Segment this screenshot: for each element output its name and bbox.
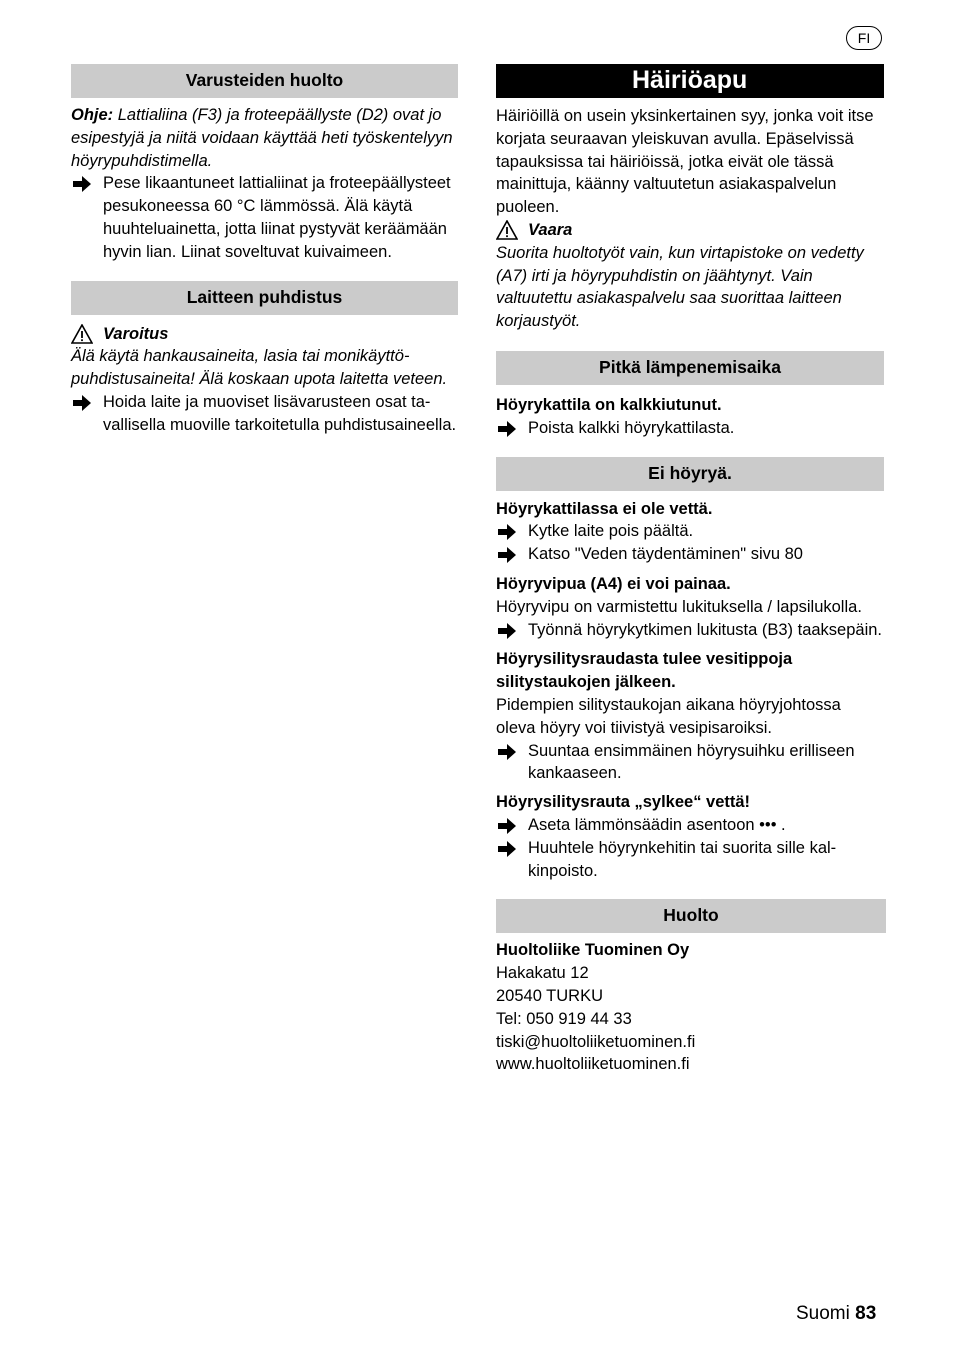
- list-item-text: Suuntaa ensimmäinen höyrysuihku erilliseen kankaaseen.: [528, 741, 855, 783]
- list-item-text: Työnnä höyrykytkimen lukitusta (B3) taaksepäin.: [528, 620, 883, 639]
- list-item: [71, 391, 458, 437]
- section-heading-no-steam: Ei höyryä.: [496, 457, 884, 491]
- arrow-right-icon: [498, 421, 516, 437]
- list-item: [496, 740, 884, 786]
- page-title: Häiriöapu: [496, 64, 884, 98]
- service-street: Hakakatu 12: [496, 964, 589, 983]
- list-item-text: Poista kalkki höyrykattilasta.: [528, 418, 735, 437]
- arrow-right-icon: [498, 524, 516, 540]
- page-number: 83: [855, 1303, 877, 1324]
- list-item-text: Katso "Veden täydentäminen" sivu 80: [528, 545, 803, 564]
- section-heading-accessory-care: Varusteiden huolto: [71, 64, 458, 98]
- service-website[interactable]: www.huoltoliiketuominen.fi: [496, 1055, 690, 1074]
- intro-paragraph: Häiriöillä on usein yksinkertainen syy, jonka voit itse korjata seuraavan yleiskuvan avulla. Epäselvissä tapauksissa tai häiriöissä, jotka eivät ole tässä mainittuja, käänny valtuutetun asiakaspalvelun puoleen.: [496, 107, 874, 217]
- warning-icon: [496, 220, 518, 240]
- list-item: [496, 543, 884, 566]
- problem-subheading: Höyrykattila on kalkkiutunut.: [496, 395, 722, 414]
- list-item-text: Hoida laite ja muoviset lisävarusteen osat tavallisella muoville tarkoitetulla puhdistusaineella.: [103, 392, 457, 434]
- problem-subheading: Höyrysilitysrauta „sylkee“ vettä!: [496, 793, 751, 812]
- problem-description: Höyryvipu on varmistettu lukituksella / lapsilukolla.: [496, 597, 862, 616]
- list-item-text: Aseta lämmönsäädin asentoon ••• .: [528, 815, 786, 834]
- section-heading-long-heatup: Pitkä lämpenemisaika: [496, 351, 884, 385]
- warning-heading: [71, 323, 458, 346]
- danger-text: Suorita huoltotyöt vain, kun virtapistoke on vedetty (A7) irti ja höyrypuhdistin on jäähtynyt. Vain valtuutettu asiakaspalvelu saa suorittaa laitteen korjaustyöt.: [496, 243, 864, 331]
- list-item-text: Kytke laite pois päältä.: [528, 522, 694, 541]
- note-text: Lattialiina (F3) ja froteepäällyste (D2) ovat jo esipestyjä ja niitä voidaan käyttää heti työskentelyyn höyrypuhdistimella.: [71, 106, 453, 170]
- language-badge: FI: [846, 26, 882, 50]
- warning-text: Älä käytä hankausaineita, lasia tai monikäyttöpuhdistusaineita! Älä koskaan upota laitetta veteen.: [71, 347, 448, 389]
- service-email[interactable]: tiski@huoltoliiketuominen.fi: [496, 1032, 696, 1051]
- list-item: [496, 520, 884, 543]
- list-item: [496, 814, 884, 837]
- section-heading-service: Huolto: [496, 899, 886, 933]
- list-item-text: Pese likaantuneet lattialiinat ja froteepäällysteet pesukoneessa 60 °C lämmössä. Älä käytä huuhteluainetta, jotta liinat pystyvät keräämään hyvin lian. Liinat soveltuvat kuivaimeen.: [103, 174, 451, 261]
- note-paragraph: [71, 104, 458, 172]
- page-footer: [796, 1302, 876, 1326]
- list-item-text: Huuhtele höyrynkehitin tai suorita sille kalkinpoisto.: [528, 838, 837, 880]
- left-column: [71, 64, 458, 437]
- danger-label: Vaara: [528, 220, 573, 239]
- warning-icon: [71, 324, 93, 344]
- problem-subheading: Höyrysilitysraudasta tulee vesitippoja silitystaukojen jälkeen.: [496, 650, 793, 692]
- problem-subheading: Höyryvipua (A4) ei voi painaa.: [496, 574, 731, 593]
- arrow-right-icon: [498, 841, 516, 857]
- arrow-right-icon: [498, 744, 516, 760]
- arrow-right-icon: [498, 547, 516, 563]
- section-heading-device-cleaning: Laitteen puhdistus: [71, 281, 458, 315]
- footer-language: Suomi: [796, 1303, 856, 1324]
- list-item: [496, 837, 884, 883]
- warning-label: Varoitus: [103, 324, 169, 343]
- service-company: Huoltoliike Tuominen Oy: [496, 941, 690, 960]
- arrow-right-icon: [73, 176, 91, 192]
- arrow-right-icon: [498, 818, 516, 834]
- problem-subheading: Höyrykattilassa ei ole vettä.: [496, 499, 713, 518]
- service-phone: Tel: 050 919 44 33: [496, 1009, 632, 1028]
- list-item: [71, 172, 458, 263]
- arrow-right-icon: [73, 395, 91, 411]
- list-item: [496, 619, 884, 642]
- service-city: 20540 TURKU: [496, 986, 604, 1005]
- list-item: [496, 417, 884, 440]
- arrow-right-icon: [498, 623, 516, 639]
- note-label: Ohje:: [71, 106, 114, 124]
- right-column: [496, 64, 884, 1076]
- problem-description: Pidempien silitystaukojan aikana höyryjohtossa oleva höyry voi tiivistyä vesipisaroiksi.: [496, 695, 841, 737]
- danger-heading: [496, 219, 884, 242]
